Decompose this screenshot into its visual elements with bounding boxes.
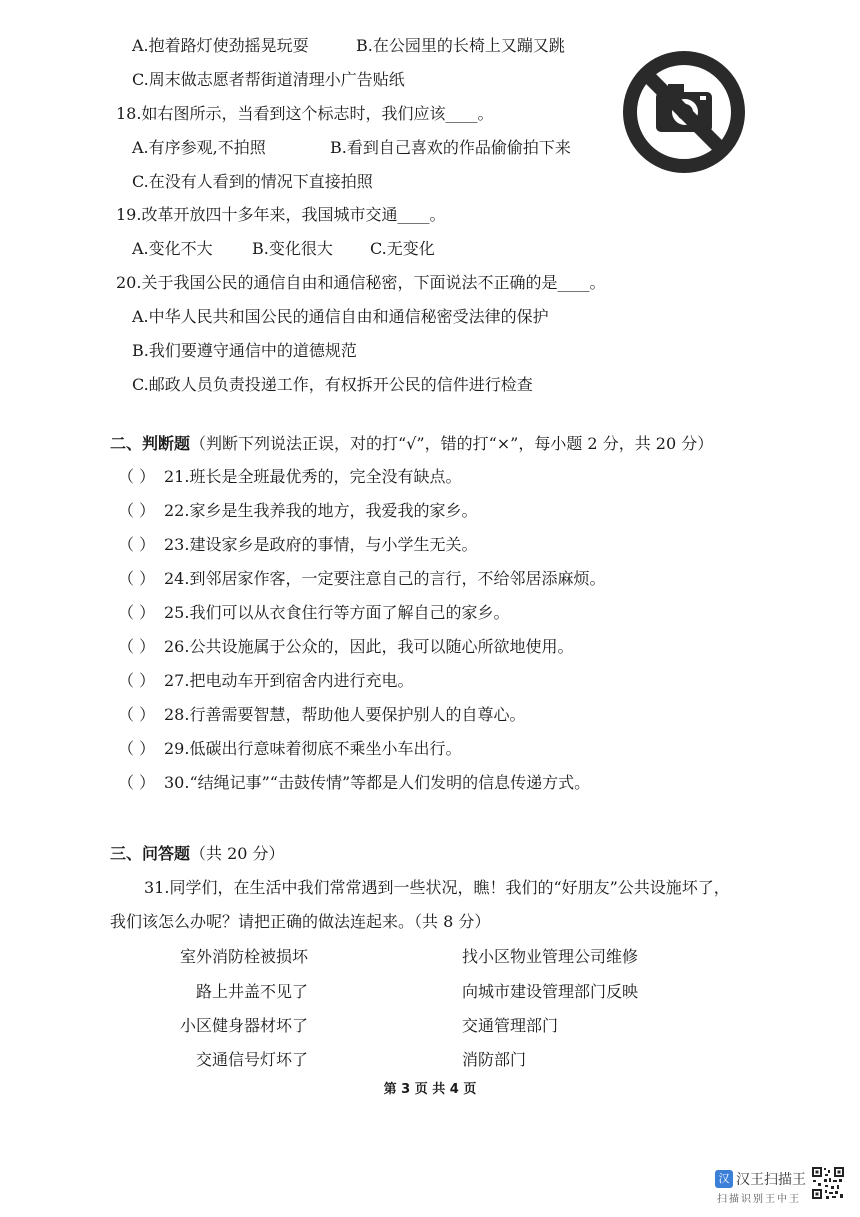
section3-title: 三、问答题 (110, 844, 191, 863)
q20-option-b: B.我们要遵守通信中的道德规范 (132, 341, 357, 360)
section3-score: （共 20 分） (190, 844, 285, 863)
answer-paren[interactable]: （ ） (118, 535, 156, 554)
judgement-text: 21.班长是全班最优秀的，完全没有缺点。 (164, 467, 462, 486)
judgement-text: 26.公共设施属于公众的，因此，我可以随心所欲地使用。 (164, 637, 574, 656)
match-left-item[interactable]: 小区健身器材坏了 (180, 1016, 309, 1035)
judgement-text: 28.行善需要智慧，帮助他人要保护别人的自尊心。 (164, 705, 526, 724)
judgement-text: 30.“结绳记事”“击鼓传情”等都是人们发明的信息传递方式。 (164, 773, 591, 792)
page-footer: 第 3 页 共 4 页 (383, 1082, 477, 1097)
q17-option-a: A.抱着路灯使劲摇晃玩耍 (132, 36, 309, 55)
qr-code-icon (811, 1166, 845, 1200)
judgement-text: 29.低碳出行意味着彻底不乘坐小车出行。 (164, 739, 462, 758)
judgement-item (118, 569, 605, 589)
q19-stem: 19.改革开放四十多年来，我国城市交通____。 (116, 205, 446, 224)
match-right-item[interactable]: 找小区物业管理公司维修 (462, 947, 639, 966)
q20-option-c: C.邮政人员负责投递工作，有权拆开公民的信件进行检查 (132, 375, 533, 394)
answer-paren[interactable]: （ ） (118, 671, 156, 690)
answer-paren[interactable]: （ ） (118, 773, 156, 792)
brand-name: 汉王扫描王 (736, 1172, 806, 1188)
q18-stem: 18.如右图所示，当看到这个标志时，我们应该____。 (116, 104, 494, 123)
scanner-logo-icon: 汉 (715, 1170, 733, 1188)
match-left-item[interactable]: 路上井盖不见了 (196, 982, 309, 1001)
answer-paren[interactable]: （ ） (118, 637, 156, 656)
judgement-text: 27.把电动车开到宿舍内进行充电。 (164, 671, 414, 690)
q31-line1: 31.同学们，在生活中我们常常遇到一些状况，瞧！我们的“好朋友”公共设施坏了， (144, 878, 730, 897)
section2-instruction: （判断下列说法正误，对的打“√”，错的打“×”，每小题 2 分，共 20 分） (190, 434, 714, 453)
answer-paren[interactable]: （ ） (118, 603, 156, 622)
answer-paren[interactable]: （ ） (118, 467, 156, 486)
match-right-item[interactable]: 消防部门 (462, 1050, 527, 1069)
q19-option-a: A.变化不大 (132, 239, 213, 258)
q31-line2: 我们该怎么办呢？请把正确的做法连起来。（共 8 分） (110, 912, 491, 931)
judgement-item (118, 739, 461, 759)
q17-option-b: B.在公园里的长椅上又蹦又跳 (356, 36, 565, 55)
answer-paren[interactable]: （ ） (118, 569, 156, 588)
no-camera-sign-icon (622, 50, 746, 174)
scanner-brand (715, 1166, 850, 1206)
judgement-text: 22.家乡是生我养我的地方，我爱我的家乡。 (164, 501, 478, 520)
brand-slogan: 扫描识别王中王 (717, 1194, 801, 1205)
q20-stem: 20.关于我国公民的通信自由和通信秘密，下面说法不正确的是____。 (116, 273, 606, 292)
q17-option-c: C.周末做志愿者帮街道清理小广告贴纸 (132, 70, 405, 89)
judgement-item (118, 705, 525, 725)
match-right-item[interactable]: 向城市建设管理部门反映 (462, 982, 639, 1001)
judgement-item (118, 637, 573, 657)
q20-option-a: A.中华人民共和国公民的通信自由和通信秘密受法律的保护 (132, 307, 549, 326)
section2-heading (110, 434, 713, 454)
answer-paren[interactable]: （ ） (118, 501, 156, 520)
judgement-item (118, 501, 477, 521)
section2-title: 二、判断题 (110, 434, 191, 453)
q18-option-a: A.有序参观,不拍照 (132, 138, 266, 157)
answer-paren[interactable]: （ ） (118, 705, 156, 724)
judgement-item (118, 603, 509, 623)
judgement-item (118, 467, 461, 487)
judgement-text: 24.到邻居家作客，一定要注意自己的言行，不给邻居添麻烦。 (164, 569, 606, 588)
match-right-item[interactable]: 交通管理部门 (462, 1016, 559, 1035)
match-left-item[interactable]: 交通信号灯坏了 (196, 1050, 309, 1069)
answer-paren[interactable]: （ ） (118, 739, 156, 758)
section3-heading (110, 844, 285, 864)
q18-option-b: B.看到自己喜欢的作品偷偷拍下来 (330, 138, 571, 157)
match-left-item[interactable]: 室外消防栓被损坏 (180, 947, 309, 966)
judgement-text: 23.建设家乡是政府的事情，与小学生无关。 (164, 535, 478, 554)
judgement-item (118, 773, 590, 793)
q18-option-c: C.在没有人看到的情况下直接拍照 (132, 172, 373, 191)
judgement-item (118, 671, 413, 691)
q19-option-b: B.变化很大 (252, 239, 333, 258)
judgement-item (118, 535, 477, 555)
judgement-text: 25.我们可以从衣食住行等方面了解自己的家乡。 (164, 603, 510, 622)
q19-option-c: C.无变化 (370, 239, 435, 258)
